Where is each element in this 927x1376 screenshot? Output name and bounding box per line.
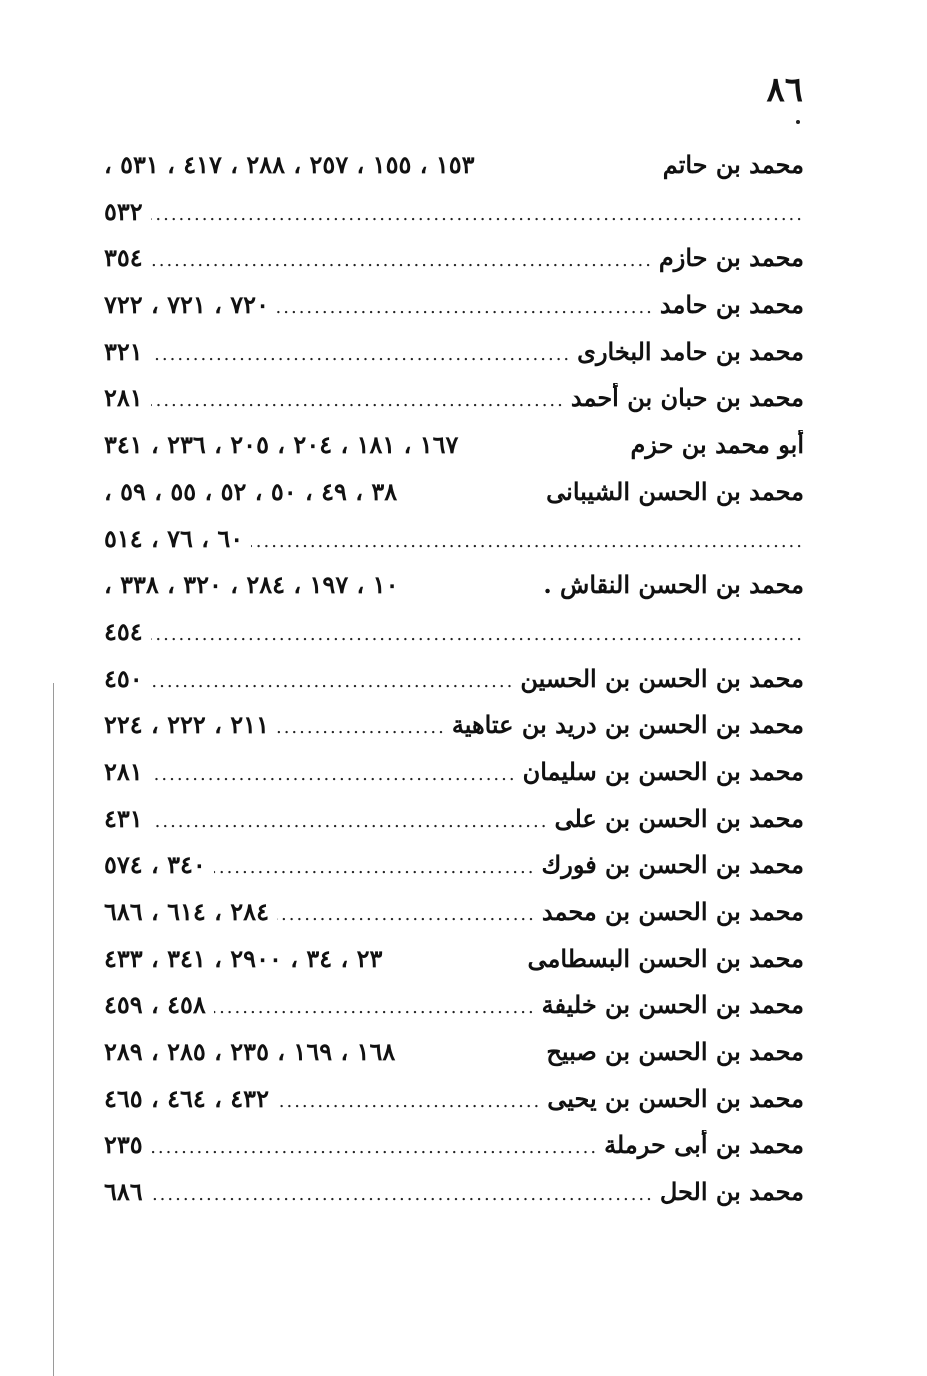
dot-leader: [151, 344, 571, 365]
dot-leader: [277, 1091, 541, 1112]
index-entries: [104, 150, 804, 1224]
index-entry: [104, 1084, 804, 1131]
entry-name: محمد بن الحسن الشيبانى: [546, 476, 804, 506]
dot-leader: [151, 390, 565, 411]
entry-pages: ٢٣ ، ٣٤ ، ٢٩٠٠ ، ٣٤١ ، ٤٣٣: [104, 943, 383, 973]
index-entry: [104, 850, 804, 897]
entry-name: محمد بن الحل: [659, 1177, 804, 1207]
ink-dot: [796, 120, 800, 124]
entry-name: محمد بن الحسن بن خليفة: [541, 990, 804, 1020]
index-entry: [104, 1177, 804, 1224]
entry-pages: ٤٣١: [104, 803, 143, 833]
dot-leader: [251, 531, 804, 552]
entry-pages: ٢١١ ، ٢٢٢ ، ٢٢٤: [104, 710, 269, 740]
index-entry: [104, 197, 804, 244]
entry-name: محمد بن الحسن بن سليمان: [522, 756, 804, 786]
entry-pages: ٦٨٦: [104, 1177, 143, 1207]
dot-leader: [151, 811, 549, 832]
dot-leader: [151, 1137, 598, 1158]
dot-leader: [214, 997, 536, 1018]
entry-name: محمد بن حامد البخارى: [577, 336, 804, 366]
entry-pages: ٦٠ ، ٧٦ ، ٥١٤: [104, 523, 244, 553]
dot-leader: [277, 904, 536, 925]
entry-name: محمد بن حبان بن أحمد: [570, 383, 804, 413]
entry-name: محمد بن الحسن بن محمد: [541, 897, 804, 926]
index-entry: [104, 897, 804, 944]
index-entry: [104, 710, 804, 757]
dot-leader: [151, 764, 517, 785]
index-entry: [104, 477, 804, 524]
dot-leader: [151, 671, 515, 692]
entry-name: محمد بن حامد: [659, 290, 804, 320]
entry-pages: ٤٣٢ ، ٤٦٤ ، ٤٦٥: [104, 1083, 269, 1113]
page-number: ٨٦: [766, 70, 803, 110]
index-entry: [104, 990, 804, 1037]
index-entry: [104, 337, 804, 384]
dot-leader: [151, 1184, 654, 1205]
index-entry: [104, 383, 804, 430]
entry-pages: ٤٥٨ ، ٤٥٩: [104, 990, 206, 1020]
entry-pages: ١٥٣ ، ١٥٥ ، ٢٥٧ ، ٢٨٨ ، ٤١٧ ، ٥٣١ ،: [104, 150, 475, 179]
entry-pages: ٢٨٤ ، ٦١٤ ، ٦٨٦: [104, 897, 269, 926]
entry-name: محمد بن الحسن بن صبيح: [546, 1037, 804, 1067]
entry-pages: ٥٣٢: [104, 196, 143, 226]
entry-name: محمد بن أبى حرملة: [604, 1130, 804, 1160]
index-entry: [104, 430, 804, 477]
entry-pages: ٣٤٠ ، ٥٧٤: [104, 850, 206, 880]
entry-name: محمد بن الحسن بن دريد بن عتاهية: [451, 710, 804, 740]
entry-pages: ٤٥٤: [104, 616, 143, 646]
entry-pages: ١٦٧ ، ١٨١ ، ٢٠٤ ، ٢٠٥ ، ٢٣٦ ، ٣٤١: [104, 430, 459, 460]
entry-name: محمد بن الحسن بن الحسين: [520, 663, 804, 693]
entry-pages: ٢٨١: [104, 756, 143, 786]
index-entry: [104, 243, 804, 290]
entry-name: محمد بن حازم: [658, 243, 804, 273]
entry-name: محمد بن الحسن النقاش .: [543, 570, 804, 600]
margin-rule: [53, 683, 54, 1376]
index-entry: [104, 1130, 804, 1177]
entry-pages: ١٦٨ ، ١٦٩ ، ٢٣٥ ، ٢٨٥ ، ٢٨٩: [104, 1037, 396, 1067]
entry-pages: ٣٢١: [104, 336, 143, 366]
index-entry: [104, 290, 804, 337]
entry-name: محمد بن الحسن بن يحيى: [547, 1083, 804, 1113]
entry-name: محمد بن الحسن البسطامى: [527, 943, 804, 973]
index-entry: [104, 524, 804, 571]
entry-pages: ٧٢٠ ، ٧٢١ ، ٧٢٢: [104, 290, 269, 320]
index-entry: [104, 570, 804, 617]
index-entry: [104, 1037, 804, 1084]
dot-leader: [151, 250, 653, 271]
entry-name: أبو محمد بن حزم: [630, 430, 804, 460]
index-entry: [104, 150, 804, 197]
index-entry: [104, 664, 804, 711]
dot-leader: [277, 717, 446, 738]
index-entry: [104, 757, 804, 804]
entry-name: محمد بن حاتم: [662, 150, 804, 179]
entry-pages: ١٠ ، ١٩٧ ، ٢٨٤ ، ٣٢٠ ، ٣٣٨ ،: [104, 570, 399, 600]
dot-leader: [151, 624, 804, 645]
entry-pages: ٢٨١: [104, 383, 143, 413]
dot-leader: [214, 857, 536, 878]
entry-name: محمد بن الحسن بن على: [554, 803, 804, 833]
index-entry: [104, 804, 804, 851]
index-entry: [104, 617, 804, 664]
dot-leader: [277, 297, 654, 318]
entry-name: محمد بن الحسن بن فورك: [541, 850, 804, 880]
entry-pages: ٣٥٤: [104, 243, 143, 273]
dot-leader: [151, 204, 804, 225]
entry-pages: ٤٥٠: [104, 663, 143, 693]
entry-pages: ٢٣٥: [104, 1130, 143, 1160]
index-entry: [104, 944, 804, 991]
entry-pages: ٣٨ ، ٤٩ ، ٥٠ ، ٥٢ ، ٥٥ ، ٥٩ ،: [104, 476, 398, 506]
